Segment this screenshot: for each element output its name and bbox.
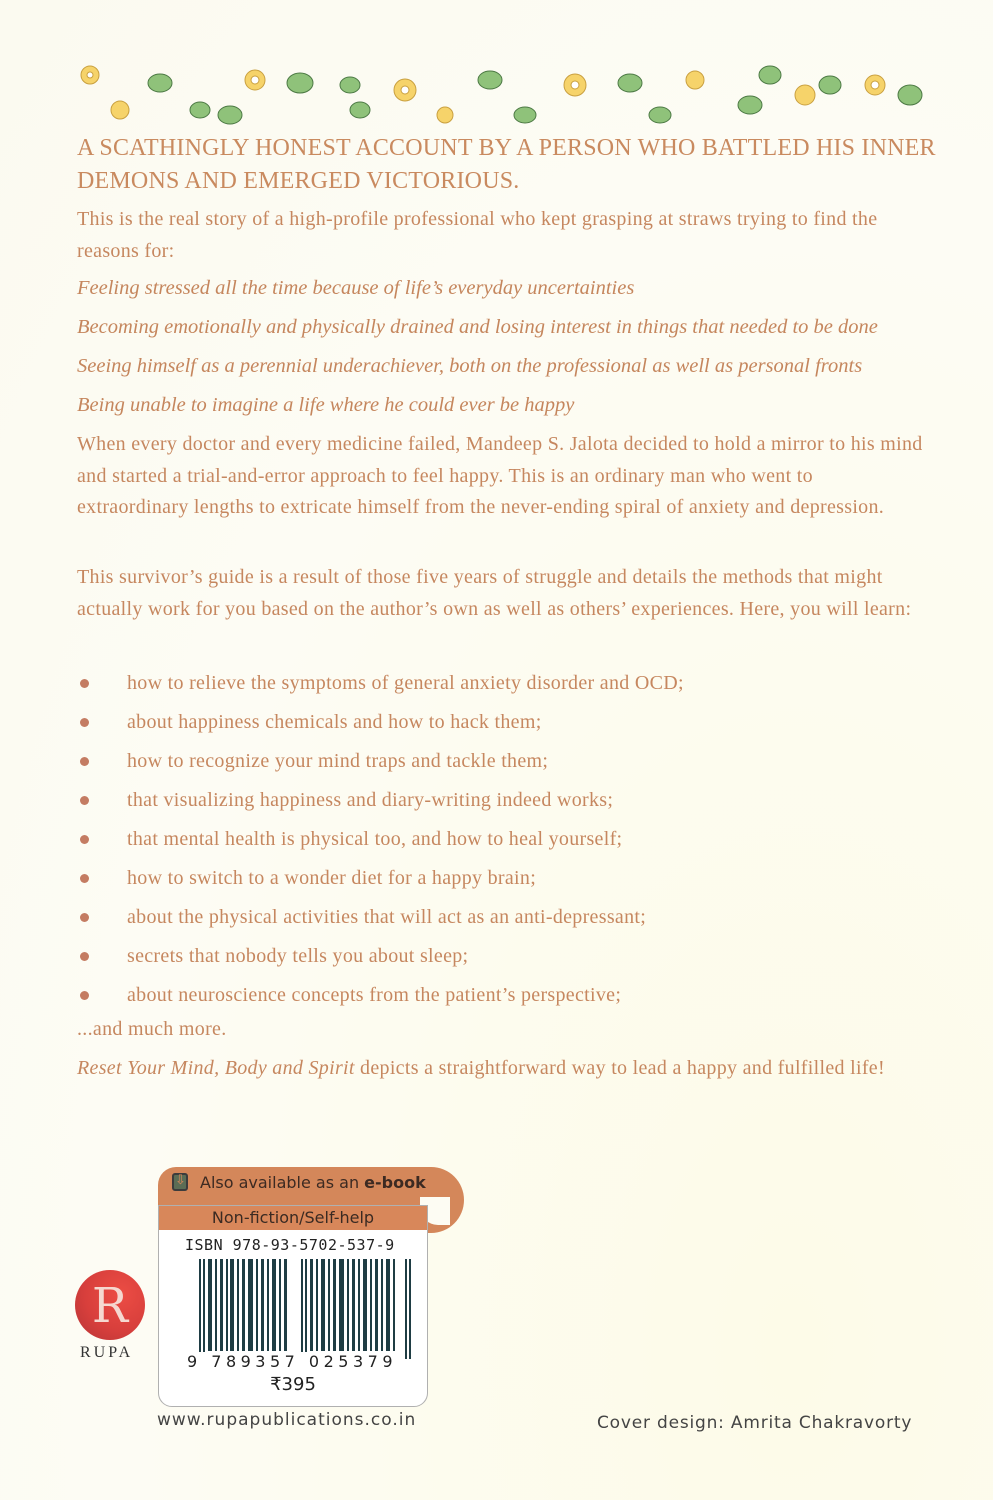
price-label: [158, 1167, 468, 1407]
barcode-card: [158, 1205, 428, 1407]
headline: A SCATHINGLY HONEST ACCOUNT BY A PERSON WHO BATTLED HIS INNER DEMONS AND EMERGED VICTORIOUS.: [77, 135, 936, 194]
publisher-name: RUPA: [80, 1344, 134, 1361]
bullet-icon: [80, 718, 89, 727]
genre-label: Non-fiction/Self-help: [159, 1206, 427, 1230]
price: ₹395: [270, 1374, 316, 1395]
publisher-logo: [75, 1270, 145, 1340]
barcode-icon: [199, 1259, 411, 1359]
guide-paragraph: This survivor’s guide is a result of those five years of struggle and details the methods that might actually work for you based on the author’s own as well as others’ experiences. Here, you will learn:: [77, 566, 912, 620]
reason-item: Seeing himself as a perennial underachiever, both on the professional as well as personal fronts: [77, 355, 863, 377]
bullet-icon: [80, 679, 89, 688]
list-item: [77, 664, 877, 703]
book-title: Reset Your Mind, Body and Spirit: [77, 1057, 355, 1079]
bullet-icon: [80, 952, 89, 961]
list-item: [77, 859, 877, 898]
bullet-icon: [80, 757, 89, 766]
much-more-text: ...and much more.: [77, 1018, 227, 1040]
list-item: [77, 781, 877, 820]
isbn: ISBN 978-93-5702-537-9: [185, 1236, 395, 1254]
list-item-text: about neuroscience concepts from the patient’s perspective;: [127, 984, 622, 1006]
cover-design-credit: Cover design: Amrita Chakravorty: [597, 1413, 913, 1433]
bullet-icon: [80, 991, 89, 1000]
download-icon: [172, 1173, 188, 1191]
closing-paragraph: [77, 1053, 927, 1085]
list-item: [77, 820, 877, 859]
bullet-icon: [80, 796, 89, 805]
list-item-text: secrets that nobody tells you about sleep;: [127, 945, 469, 967]
reason-item: Being unable to imagine a life where he could ever be happy: [77, 394, 575, 416]
intro-paragraph: This is the real story of a high-profile professional who kept grasping at straws trying to find the reasons for:: [77, 208, 878, 262]
list-item-text: that mental health is physical too, and how to heal yourself;: [127, 828, 623, 850]
ebook-text: Also available as an e-book: [200, 1173, 426, 1192]
reason-item: Becoming emotionally and physically drained and losing interest in things that needed to be done: [77, 316, 878, 338]
list-item: [77, 703, 877, 742]
list-item: [77, 742, 877, 781]
reason-item: Feeling stressed all the time because of life’s everyday uncertainties: [77, 277, 635, 299]
logo-letter: R: [91, 1278, 129, 1334]
bullet-icon: [80, 913, 89, 922]
list-item: [77, 898, 877, 937]
list-item-text: how to recognize your mind traps and tackle them;: [127, 750, 549, 772]
bullet-icon: [80, 874, 89, 883]
list-item: [77, 937, 877, 976]
list-item-text: that visualizing happiness and diary-writing indeed works;: [127, 789, 614, 811]
learn-list: [77, 664, 877, 1015]
list-item-text: how to relieve the symptoms of general anxiety disorder and OCD;: [127, 672, 684, 694]
list-item-text: about happiness chemicals and how to hack them;: [127, 711, 542, 733]
closing-text: depicts a straightforward way to lead a happy and fulfilled life!: [354, 1057, 885, 1079]
barcode-number: 9 789357 025379: [187, 1352, 398, 1371]
bullet-icon: [80, 835, 89, 844]
list-item: [77, 976, 877, 1015]
list-item-text: about the physical activities that will act as an anti-depressant;: [127, 906, 647, 928]
publisher-url: www.rupapublications.co.in: [157, 1410, 417, 1430]
list-item-text: how to switch to a wonder diet for a happy brain;: [127, 867, 537, 889]
floral-garland-icon: [70, 55, 930, 135]
story-paragraph: When every doctor and every medicine failed, Mandeep S. Jalota decided to hold a mirror to his mind and started a trial-and-error approach to feel happy. This is an ordinary man who went to extraordinary lengths to extricate himself from the never-ending spiral of anxiety and depression.: [77, 433, 923, 518]
